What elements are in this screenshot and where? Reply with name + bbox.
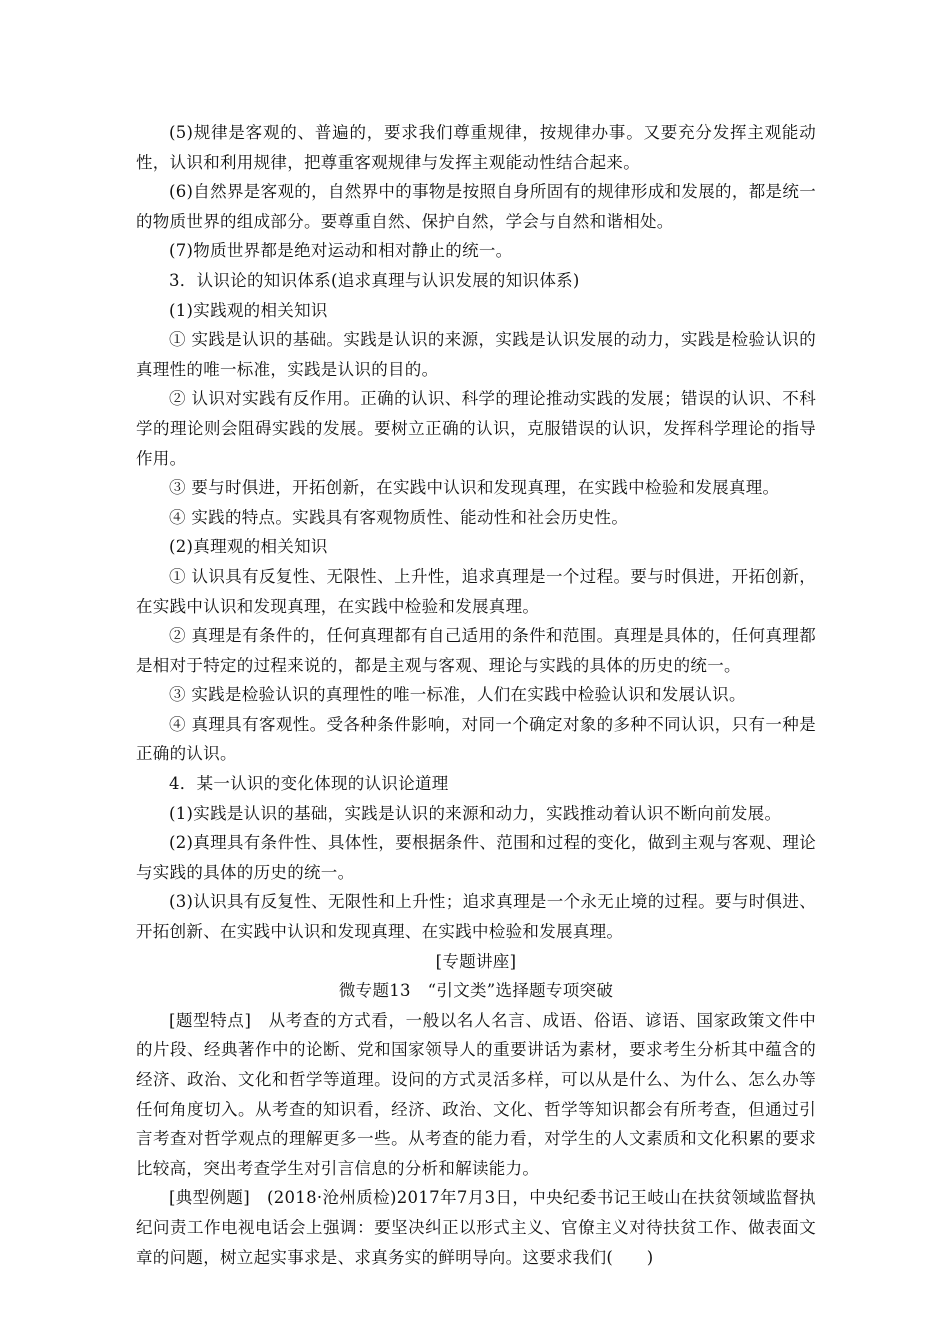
paragraph: ② 真理是有条件的，任何真理都有自己适用的条件和范围。真理是具体的，任何真理都是相对于特定的过程来说的，都是主观与客观、理论与实践的具体的历史的统一。 <box>136 626 816 675</box>
paragraph: ④ 实践的特点。实践具有客观物质性、能动性和社会历史性。 <box>169 507 629 527</box>
document-page <box>136 118 816 1272</box>
question-type-paragraph: [题型特点] 从考查的方式看，一般以名人名言、成语、俗语、谚语、国家政策文件中的片段、经典著作中的论断、党和国家领导人的重要讲话为素材，要求考生分析其中蕴含的经济、政治、文化和哲学等道理。设问的方式灵活多样，可以从是什么、为什么、怎么办等任何角度切入。从考查的知识看，经济、政治、文化、哲学等知识都会有所考查，但通过引言考查对哲学观点的理解更多一些。从考查的能力看，对学生的人文素质和文化积累的要求比较高，突出考查学生对引言信息的分析和解读能力。 <box>136 1010 816 1178</box>
paragraph: (2)真理具有条件性、具体性，要根据条件、范围和过程的变化，做到主观与客观、理论与实践的具体的历史的统一。 <box>136 833 816 882</box>
subsection-title: (1)实践观的相关知识 <box>169 300 328 320</box>
subsection-title: (2)真理观的相关知识 <box>169 537 328 557</box>
topic-heading: 微专题13 “引文类”选择题专项突破 <box>338 981 614 1001</box>
section-title: 3．认识论的知识体系(追求真理与认识发展的知识体系) <box>169 270 580 290</box>
paragraph: ③ 实践是检验认识的真理性的唯一标准，人们在实践中检验认识和发展认识。 <box>169 685 746 705</box>
section-title: 4．某一认识的变化体现的认识论道理 <box>169 774 449 794</box>
paragraph: ③ 要与时俱进，开拓创新，在实践中认识和发现真理，在实践中检验和发展真理。 <box>169 478 780 498</box>
paragraph: (3)认识具有反复性、无限性和上升性；追求真理是一个永无止境的过程。要与时俱进、开拓创新、在实践中认识和发现真理、在实践中检验和发展真理。 <box>136 892 816 942</box>
paragraph: ① 认识具有反复性、无限性、上升性，追求真理是一个过程。要与时俱进，开拓创新，在实践中认识和发现真理，在实践中检验和发展真理。 <box>136 566 816 616</box>
paragraph: (6)自然界是客观的，自然界中的事物是按照自身所固有的规律形成和发展的，都是统一的物质世界的组成部分。要尊重自然、保护自然，学会与自然和谐相处。 <box>136 182 816 231</box>
section-heading: [专题讲座] <box>435 951 517 971</box>
example-question-paragraph: [典型例题] (2018·沧州质检)2017年7月3日，中央纪委书记王岐山在扶贫领域监督执纪问责工作电视电话会上强调：要坚决纠正以形式主义、官僚主义对待扶贫工作、做表面文章的问题，树立起实事求是、求真务实的鲜明导向。这要求我们( ) <box>136 1188 816 1267</box>
paragraph: (7)物质世界都是绝对运动和相对静止的统一。 <box>169 241 513 261</box>
paragraph: ② 认识对实践有反作用。正确的认识、科学的理论推动实践的发展；错误的认识、不科学的理论则会阻碍实践的发展。要树立正确的认识，克服错误的认识，发挥科学理论的指导作用。 <box>136 389 816 468</box>
paragraph: ① 实践是认识的基础。实践是认识的来源，实践是认识发展的动力，实践是检验认识的真理性的唯一标准，实践是认识的目的。 <box>136 330 816 379</box>
paragraph: (1)实践是认识的基础，实践是认识的来源和动力，实践推动着认识不断向前发展。 <box>169 803 782 823</box>
paragraph: (5)规律是客观的、普遍的，要求我们尊重规律，按规律办事。又要充分发挥主观能动性，认识和利用规律，把尊重客观规律与发挥主观能动性结合起来。 <box>136 123 816 172</box>
paragraph: ④ 真理具有客观性。受各种条件影响，对同一个确定对象的多种不同认识，只有一种是正确的认识。 <box>136 714 816 764</box>
